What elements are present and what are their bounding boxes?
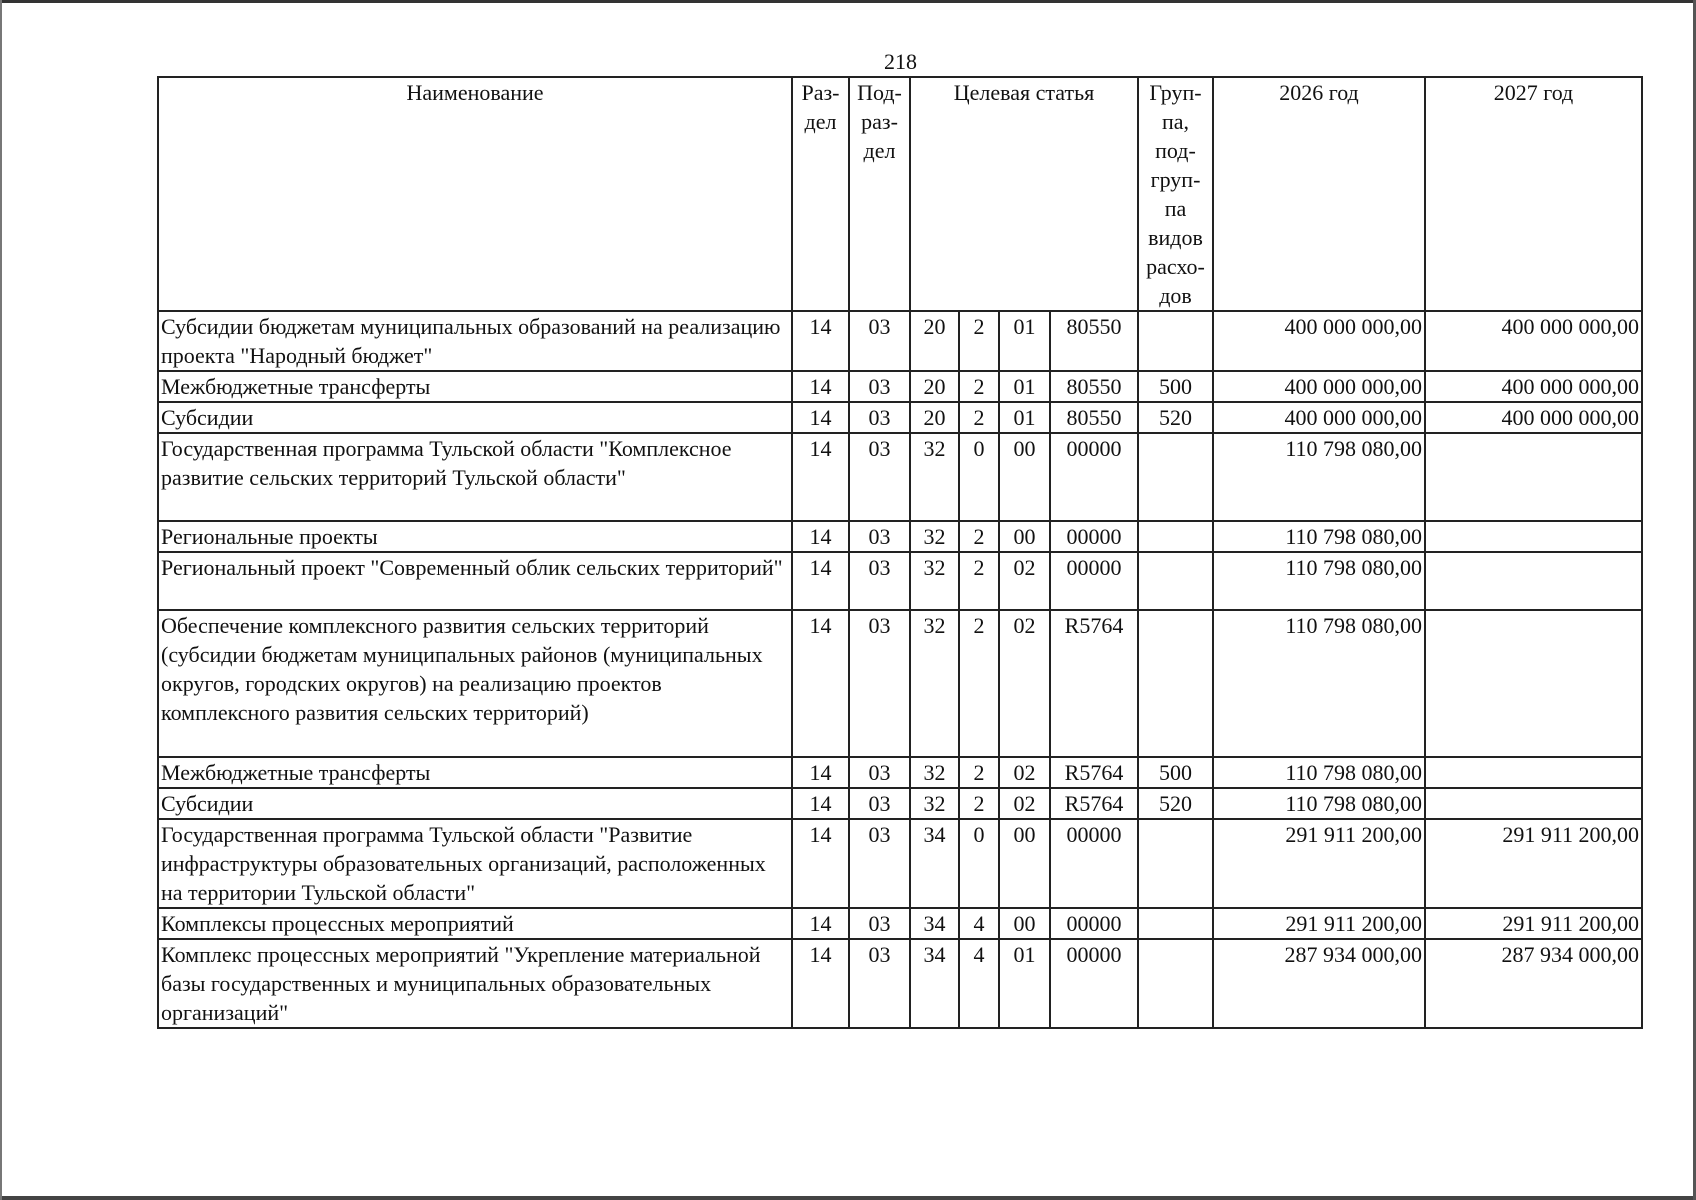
cell-amount-2027 [1425,610,1642,757]
table-row [158,371,1642,402]
cell-podrazdel: 03 [849,433,910,521]
cell-amount-2027 [1425,788,1642,819]
cell-razdel: 14 [792,311,849,371]
cell-amount-2026: 110 798 080,00 [1213,552,1425,610]
cell-name: Субсидии [158,402,792,433]
cell-amount-2026: 110 798 080,00 [1213,433,1425,521]
cell-target-program: 32 [910,552,959,610]
cell-target-program: 32 [910,433,959,521]
header-name: Наименование [158,77,792,311]
cell-amount-2026: 110 798 080,00 [1213,610,1425,757]
cell-target-direction: R5764 [1050,610,1138,757]
cell-target-event: 00 [999,819,1050,908]
cell-razdel: 14 [792,433,849,521]
table-body [158,311,1642,1028]
cell-target-event: 00 [999,521,1050,552]
cell-target-event: 01 [999,311,1050,371]
cell-target-program: 34 [910,908,959,939]
cell-target-direction: 00000 [1050,433,1138,521]
cell-target-event: 02 [999,788,1050,819]
table-row [158,788,1642,819]
cell-target-direction: 00000 [1050,939,1138,1028]
cell-expense-group [1138,908,1213,939]
table-row [158,819,1642,908]
cell-target-event: 00 [999,433,1050,521]
cell-amount-2027: 291 911 200,00 [1425,908,1642,939]
cell-target-direction: R5764 [1050,757,1138,788]
cell-amount-2026: 110 798 080,00 [1213,788,1425,819]
cell-name: Обеспечение комплексного развития сельских территорий (субсидии бюджетам муниципальных районов (муниципальных округов, городских округов) на реализацию проектов комплексного развития сельских территорий) [158,610,792,757]
cell-target-program: 32 [910,521,959,552]
cell-expense-group [1138,819,1213,908]
cell-target-direction: 00000 [1050,908,1138,939]
table-row [158,433,1642,521]
cell-target-subprogram: 0 [959,433,999,521]
cell-razdel: 14 [792,521,849,552]
cell-target-program: 20 [910,371,959,402]
cell-podrazdel: 03 [849,552,910,610]
scan-border-bottom [0,1196,1696,1200]
header-expense-group: Груп-па, под-груп-па видов расхо-дов [1138,77,1213,311]
table-row [158,757,1642,788]
cell-name: Межбюджетные трансферты [158,371,792,402]
cell-name: Региональные проекты [158,521,792,552]
cell-target-subprogram: 2 [959,610,999,757]
cell-target-subprogram: 2 [959,521,999,552]
cell-expense-group: 500 [1138,757,1213,788]
cell-podrazdel: 03 [849,819,910,908]
cell-name: Субсидии бюджетам муниципальных образований на реализацию проекта "Народный бюджет" [158,311,792,371]
scan-border-left [0,0,2,1200]
cell-podrazdel: 03 [849,788,910,819]
cell-razdel: 14 [792,402,849,433]
cell-target-subprogram: 4 [959,908,999,939]
cell-podrazdel: 03 [849,521,910,552]
budget-table [157,76,1643,1029]
cell-amount-2027: 400 000 000,00 [1425,371,1642,402]
cell-expense-group: 520 [1138,402,1213,433]
cell-razdel: 14 [792,819,849,908]
cell-name: Государственная программа Тульской области "Комплексное развитие сельских территорий Тульской области" [158,433,792,521]
cell-expense-group [1138,939,1213,1028]
cell-target-program: 20 [910,402,959,433]
cell-target-direction: 00000 [1050,819,1138,908]
table-row [158,939,1642,1028]
cell-target-direction: R5764 [1050,788,1138,819]
cell-name: Государственная программа Тульской области "Развитие инфраструктуры образовательных организаций, расположенных на территории Тульской области" [158,819,792,908]
cell-target-direction: 80550 [1050,371,1138,402]
cell-razdel: 14 [792,371,849,402]
cell-name: Межбюджетные трансферты [158,757,792,788]
cell-target-direction: 00000 [1050,552,1138,610]
cell-amount-2027 [1425,433,1642,521]
cell-amount-2026: 400 000 000,00 [1213,402,1425,433]
cell-amount-2026: 291 911 200,00 [1213,908,1425,939]
cell-target-subprogram: 2 [959,552,999,610]
cell-expense-group [1138,433,1213,521]
cell-target-event: 01 [999,939,1050,1028]
table-header-row [158,77,1642,311]
cell-name: Комплексы процессных мероприятий [158,908,792,939]
cell-podrazdel: 03 [849,908,910,939]
cell-target-subprogram: 0 [959,819,999,908]
cell-expense-group [1138,521,1213,552]
cell-razdel: 14 [792,757,849,788]
cell-razdel: 14 [792,552,849,610]
cell-razdel: 14 [792,610,849,757]
cell-amount-2026: 400 000 000,00 [1213,371,1425,402]
cell-target-subprogram: 2 [959,788,999,819]
cell-razdel: 14 [792,788,849,819]
cell-expense-group [1138,311,1213,371]
cell-amount-2027: 400 000 000,00 [1425,402,1642,433]
cell-target-subprogram: 2 [959,311,999,371]
cell-amount-2026: 110 798 080,00 [1213,521,1425,552]
cell-podrazdel: 03 [849,610,910,757]
cell-podrazdel: 03 [849,371,910,402]
cell-target-subprogram: 4 [959,939,999,1028]
cell-amount-2026: 110 798 080,00 [1213,757,1425,788]
header-year-2027: 2027 год [1425,77,1642,311]
cell-podrazdel: 03 [849,939,910,1028]
table-row [158,521,1642,552]
cell-target-program: 34 [910,819,959,908]
cell-expense-group [1138,610,1213,757]
cell-target-event: 02 [999,757,1050,788]
cell-razdel: 14 [792,908,849,939]
cell-podrazdel: 03 [849,311,910,371]
header-year-2026: 2026 год [1213,77,1425,311]
cell-podrazdel: 03 [849,757,910,788]
cell-amount-2027: 400 000 000,00 [1425,311,1642,371]
table-row [158,402,1642,433]
cell-amount-2026: 287 934 000,00 [1213,939,1425,1028]
cell-target-direction: 80550 [1050,311,1138,371]
page-number: 218 [884,49,917,74]
header-razdel: Раз-дел [792,77,849,311]
cell-target-subprogram: 2 [959,402,999,433]
cell-expense-group: 520 [1138,788,1213,819]
cell-target-direction: 80550 [1050,402,1138,433]
cell-target-event: 01 [999,371,1050,402]
table-row [158,908,1642,939]
cell-amount-2027 [1425,552,1642,610]
cell-target-program: 32 [910,610,959,757]
table-row [158,610,1642,757]
cell-target-program: 32 [910,757,959,788]
cell-target-program: 32 [910,788,959,819]
cell-podrazdel: 03 [849,402,910,433]
table-row [158,311,1642,371]
cell-target-subprogram: 2 [959,371,999,402]
cell-target-event: 02 [999,552,1050,610]
header-target-article: Целевая статья [910,77,1138,311]
cell-target-program: 20 [910,311,959,371]
scan-border-top [0,0,1696,3]
header-podrazdel: Под-раз-дел [849,77,910,311]
cell-target-direction: 00000 [1050,521,1138,552]
cell-amount-2027: 287 934 000,00 [1425,939,1642,1028]
cell-target-program: 34 [910,939,959,1028]
cell-razdel: 14 [792,939,849,1028]
cell-name: Субсидии [158,788,792,819]
cell-name: Комплекс процессных мероприятий "Укрепление материальной базы государственных и муниципальных образовательных организаций" [158,939,792,1028]
cell-target-subprogram: 2 [959,757,999,788]
cell-target-event: 00 [999,908,1050,939]
cell-amount-2026: 400 000 000,00 [1213,311,1425,371]
cell-amount-2027 [1425,521,1642,552]
cell-amount-2026: 291 911 200,00 [1213,819,1425,908]
cell-target-event: 02 [999,610,1050,757]
cell-amount-2027 [1425,757,1642,788]
cell-name: Региональный проект "Современный облик сельских территорий" [158,552,792,610]
cell-amount-2027: 291 911 200,00 [1425,819,1642,908]
cell-target-event: 01 [999,402,1050,433]
table-row [158,552,1642,610]
cell-expense-group [1138,552,1213,610]
cell-expense-group: 500 [1138,371,1213,402]
